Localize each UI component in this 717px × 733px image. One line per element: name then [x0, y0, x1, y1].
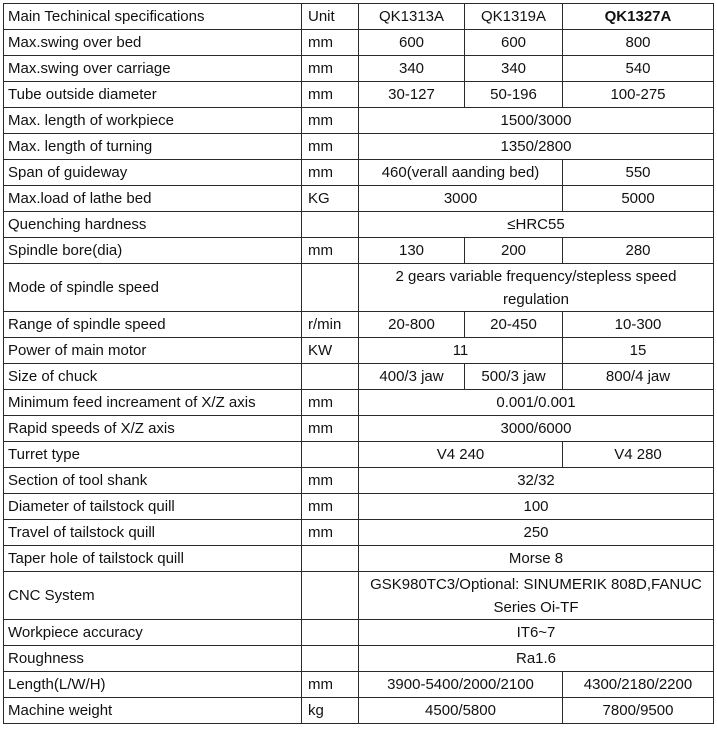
- spec-value-qk1327a: 800: [563, 30, 714, 56]
- spec-value-qk1313a-qk1319a: 3900-5400/2000/2100: [359, 672, 563, 698]
- table-row: [4, 186, 714, 212]
- spec-name: Taper hole of tailstock quill: [4, 546, 302, 572]
- spec-unit: mm: [302, 520, 359, 546]
- spec-value-qk1327a: 550: [563, 160, 714, 186]
- table-row: [4, 416, 714, 442]
- spec-value-qk1319a: 500/3 jaw: [465, 364, 563, 390]
- spec-name: Diameter of tailstock quill: [4, 494, 302, 520]
- table-row: [4, 56, 714, 82]
- table-row: [4, 698, 714, 724]
- table-row: [4, 468, 714, 494]
- spec-unit: [302, 264, 359, 312]
- spec-name: CNC System: [4, 572, 302, 620]
- spec-unit: [302, 572, 359, 620]
- table-row: [4, 312, 714, 338]
- spec-unit: mm: [302, 494, 359, 520]
- spec-name: Machine weight: [4, 698, 302, 724]
- spec-value-qk1313a: 30-127: [359, 82, 465, 108]
- spec-value-qk1327a: 5000: [563, 186, 714, 212]
- spec-value-qk1313a: 600: [359, 30, 465, 56]
- spec-value-all-models: Ra1.6: [359, 646, 714, 672]
- spec-name: Spindle bore(dia): [4, 238, 302, 264]
- spec-value-qk1327a: 10-300: [563, 312, 714, 338]
- spec-name: Max. length of workpiece: [4, 108, 302, 134]
- spec-unit: mm: [302, 238, 359, 264]
- spec-unit: kg: [302, 698, 359, 724]
- header-model-qk1313a: QK1313A: [359, 4, 465, 30]
- spec-unit: [302, 620, 359, 646]
- spec-value-qk1313a-qk1319a: 3000: [359, 186, 563, 212]
- spec-name: Max.swing over bed: [4, 30, 302, 56]
- spec-value-qk1319a: 200: [465, 238, 563, 264]
- spec-name: Travel of tailstock quill: [4, 520, 302, 546]
- header-row: [4, 4, 714, 30]
- spec-value-qk1327a: 100-275: [563, 82, 714, 108]
- spec-unit: mm: [302, 160, 359, 186]
- spec-name: Max.swing over carriage: [4, 56, 302, 82]
- spec-value-qk1313a-qk1319a: 11: [359, 338, 563, 364]
- spec-value-qk1327a: 7800/9500: [563, 698, 714, 724]
- spec-value-all-models: 3000/6000: [359, 416, 714, 442]
- table-row: [4, 82, 714, 108]
- table-row: [4, 494, 714, 520]
- table-row: [4, 238, 714, 264]
- header-model-qk1319a: QK1319A: [465, 4, 563, 30]
- spec-value-qk1327a: 280: [563, 238, 714, 264]
- spec-unit: mm: [302, 56, 359, 82]
- spec-name: Quenching hardness: [4, 212, 302, 238]
- table-row: [4, 390, 714, 416]
- spec-name: Span of guideway: [4, 160, 302, 186]
- table-row: [4, 572, 714, 620]
- spec-name: Roughness: [4, 646, 302, 672]
- spec-value-all-models: 0.001/0.001: [359, 390, 714, 416]
- header-model-qk1327a: QK1327A: [563, 4, 714, 30]
- spec-value-qk1313a: 340: [359, 56, 465, 82]
- spec-name: Workpiece accuracy: [4, 620, 302, 646]
- spec-value-qk1313a: 400/3 jaw: [359, 364, 465, 390]
- spec-unit: mm: [302, 30, 359, 56]
- table-row: [4, 160, 714, 186]
- table-row: [4, 620, 714, 646]
- spec-value-all-models: 250: [359, 520, 714, 546]
- table-row: [4, 672, 714, 698]
- table-row: [4, 108, 714, 134]
- spec-unit: [302, 442, 359, 468]
- spec-name: Max.load of lathe bed: [4, 186, 302, 212]
- spec-value-qk1319a: 50-196: [465, 82, 563, 108]
- spec-name: Rapid speeds of X/Z axis: [4, 416, 302, 442]
- spec-name: Power of main motor: [4, 338, 302, 364]
- spec-unit: [302, 212, 359, 238]
- spec-unit: mm: [302, 108, 359, 134]
- spec-value-all-models: 100: [359, 494, 714, 520]
- spec-value-qk1313a-qk1319a: 460(verall aanding bed): [359, 160, 563, 186]
- spec-name: Turret type: [4, 442, 302, 468]
- spec-unit: mm: [302, 134, 359, 160]
- spec-value-all-models: ≤HRC55: [359, 212, 714, 238]
- spec-unit: mm: [302, 390, 359, 416]
- spec-value-qk1327a: V4 280: [563, 442, 714, 468]
- table-row: [4, 520, 714, 546]
- specifications-body: [4, 4, 714, 724]
- spec-value-qk1319a: 600: [465, 30, 563, 56]
- table-row: [4, 30, 714, 56]
- spec-value-qk1319a: 340: [465, 56, 563, 82]
- spec-name: Range of spindle speed: [4, 312, 302, 338]
- spec-value-qk1313a-qk1319a: 4500/5800: [359, 698, 563, 724]
- header-unit: Unit: [302, 4, 359, 30]
- spec-name: Max. length of turning: [4, 134, 302, 160]
- table-row: [4, 364, 714, 390]
- spec-unit: r/min: [302, 312, 359, 338]
- table-row: [4, 134, 714, 160]
- spec-unit: [302, 546, 359, 572]
- table-row: [4, 212, 714, 238]
- spec-unit: [302, 646, 359, 672]
- table-row: [4, 338, 714, 364]
- specifications-table: [3, 3, 714, 724]
- spec-unit: mm: [302, 468, 359, 494]
- spec-value-qk1327a: 540: [563, 56, 714, 82]
- spec-unit: mm: [302, 416, 359, 442]
- table-row: [4, 546, 714, 572]
- spec-name: Mode of spindle speed: [4, 264, 302, 312]
- spec-value-qk1313a: 130: [359, 238, 465, 264]
- spec-value-all-models: IT6~7: [359, 620, 714, 646]
- spec-name: Tube outside diameter: [4, 82, 302, 108]
- spec-name: Length(L/W/H): [4, 672, 302, 698]
- spec-name: Section of tool shank: [4, 468, 302, 494]
- spec-value-qk1327a: 4300/2180/2200: [563, 672, 714, 698]
- spec-value-all-models: 1500/3000: [359, 108, 714, 134]
- spec-value-qk1319a: 20-450: [465, 312, 563, 338]
- spec-value-all-models: GSK980TC3/Optional: SINUMERIK 808D,FANUC Series Oi-TF: [359, 572, 714, 620]
- spec-unit: KW: [302, 338, 359, 364]
- spec-name: Minimum feed increament of X/Z axis: [4, 390, 302, 416]
- spec-value-all-models: Morse 8: [359, 546, 714, 572]
- spec-value-qk1313a-qk1319a: V4 240: [359, 442, 563, 468]
- spec-value-qk1313a: 20-800: [359, 312, 465, 338]
- table-row: [4, 442, 714, 468]
- table-row: [4, 646, 714, 672]
- spec-value-qk1327a: 15: [563, 338, 714, 364]
- spec-value-all-models: 1350/2800: [359, 134, 714, 160]
- table-row: [4, 264, 714, 312]
- spec-value-all-models: 2 gears variable frequency/stepless speed regulation: [359, 264, 714, 312]
- spec-unit: [302, 364, 359, 390]
- spec-value-all-models: 32/32: [359, 468, 714, 494]
- spec-unit: mm: [302, 672, 359, 698]
- spec-unit: mm: [302, 82, 359, 108]
- spec-unit: KG: [302, 186, 359, 212]
- spec-value-qk1327a: 800/4 jaw: [563, 364, 714, 390]
- spec-name: Size of chuck: [4, 364, 302, 390]
- header-spec: Main Techinical specifications: [4, 4, 302, 30]
